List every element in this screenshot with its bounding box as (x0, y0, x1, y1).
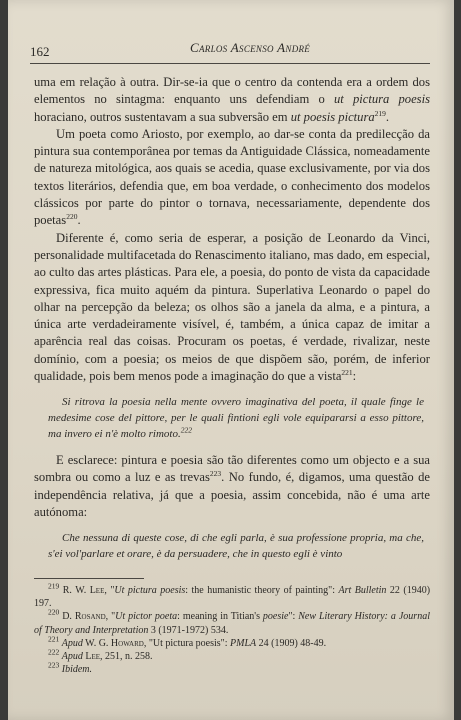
footnote-author: Howard (110, 637, 144, 649)
footnote-ref-221[interactable]: 221 (341, 367, 353, 377)
footnote-number: 223 (48, 660, 60, 670)
paragraph-1-italic-2: ut poesis pictura (290, 109, 375, 124)
footnote-text: : the humanistic theory of painting": (185, 585, 339, 596)
paragraph-3-text: Diferente é, como seria de esperar, a posição de Leonardo da Vinci, personalidade multifacetada do Renascimento italiano, mas dado, em especial, ao culto das artes plásticas. Para ele, a poesia, do ponto de vista da capacidade expressiva, fica muito aquém da pintura. Superlativa Leonardo o papel do olhar na percepção da beleza; os olhos são a janela da alma, e a pintura, a única arte verdadeiramente visível, é, também, a única capaz de imitar a aparência real das coisas. Procuram os poetas, é verdade, rivalizar, neste domínio, com a poesia; os meios de que dispõem são, porém, de inferior qualidade, pois bem menos pode a imaginação do que a vista (34, 230, 430, 384)
footnote-text: , "Ut pictura poesis": (143, 637, 231, 649)
block-quote-2-text: Che nessuna di queste cose, di che egli parla, è sua professione propria, ma che, s'ei vol'parlare et orare, è da persuadere, che in questo egli è vinto (48, 532, 424, 560)
block-quote-1-text: Si ritrova la poesia nella mente ovvero imaginativa del poeta, il quale finge le medesime cose del pittore, per le quali fintioni egli vole equipararsi a esso pittore, ma invero ei n'è molto rimoto. (48, 396, 424, 440)
footnote-text: 22 (1940) 197. (34, 585, 431, 610)
footnote-number: 221 (48, 634, 60, 644)
paragraph-1-text-b: horaciano, outros sustentavam a sua subversão em (34, 109, 291, 124)
footnote-text: 24 (1909) 48-49. (256, 637, 327, 649)
footnote-apud: Apud (61, 637, 83, 649)
footnote-number: 220 (48, 608, 60, 618)
paragraph-4 (34, 452, 430, 521)
footnote-author: Lee (82, 651, 101, 663)
paragraph-2: Um poeta como Ariosto, por exemplo, ao dar-se conta da predilecção da pintura sua contemporânea por temas da Antiguidade Clássica, nomeadamente de natureza mitológica, aos quais se acedia, quase exclusivamente, por via dos textos literários, defendia que, em boa verdade, o conhecimento dos modelos clássicos por parte do pintor o tornava, necessariamente, dependente dos poetas$^{220}$. (34, 126, 430, 228)
paragraph-1: uma em relação à outra. Dir-se-ia que o centro da contenda era a ordem dos elementos no sintagma: enquanto uns defendiam o ut pictura poesis horaciano, outros sustentavam a sua subversão em ut poesis pictura$^{219}$. (34, 75, 430, 124)
footnote-author: R. W. Lee (62, 585, 105, 596)
footnote-title: Ut pictura poesis (114, 585, 186, 596)
footnote-221 (34, 634, 430, 650)
footnote-author: D. Rosand (62, 611, 106, 623)
footnote-ref-222[interactable]: 222 (180, 424, 192, 434)
footnote-text: 3 (1971-1972) 534. (148, 624, 229, 636)
running-head-author: Carlos Ascenso André (190, 40, 311, 55)
header-rule (30, 63, 430, 64)
footnote-title: Ut pictor poeta (115, 611, 178, 623)
footnote-222 (34, 647, 430, 663)
paragraph-1-italic-1: ut pictura poesis (333, 92, 430, 107)
paragraph-4-text: E esclarece: pintura e poesia são tão diferentes como um objecto e a sua sombra ou como a luz e as trevas (34, 453, 430, 485)
footnote-text: , 251, n. 258. (100, 651, 153, 663)
footnote-text: W. G. (82, 637, 111, 649)
footnote-journal: New Literary History: a Journal of Theory and Interpretation (34, 611, 430, 636)
running-header (30, 40, 430, 62)
paragraph-4-text-b: . No fundo, é, digamos, uma questão de independência relativa, já que a poesia, assim concebida, não é uma arte autónoma: (34, 470, 430, 520)
footnote-ibidem: Ibidem. (61, 664, 93, 676)
footnote-number: 222 (48, 647, 60, 657)
footnote-apud: Apud (61, 651, 83, 663)
paragraph-2-text: Um poeta como Ariosto, por exemplo, ao dar-se conta da predilecção da pintura sua contemporânea por temas da Antiguidade Clássica, nomeadamente de natureza mitológica, aos quais se acedia, quase exclusivamente, por via dos textos literários, defendia que, em boa verdade, o conhecimento dos modelos clássicos por parte do pintor o tornava, necessariamente, dependente dos poetas (34, 126, 430, 228)
footnote-text: : meaning in Titian's (177, 611, 263, 623)
paragraph-1-text: uma em relação à outra. Dir-se-ia que o centro da contenda era a ordem dos elementos no sintagma: enquanto uns defendiam o (34, 75, 430, 107)
footnotes (34, 581, 431, 676)
footnote-ref-220[interactable]: 220 (66, 212, 78, 222)
footnote-journal: Art Bulletin (338, 585, 387, 596)
footnote-text: , " (105, 611, 116, 623)
main-text (34, 74, 430, 573)
footnote-ref-223[interactable]: 223 (209, 469, 222, 479)
footnote-223 (34, 660, 430, 676)
footnote-number: 219 (48, 581, 60, 591)
footnote-220 (34, 610, 430, 636)
footnote-rule (34, 578, 144, 579)
page-number: 162 (30, 44, 50, 59)
paragraph-3: Diferente é, como seria de esperar, a posição de Leonardo da Vinci, personalidade multifacetada do Renascimento italiano, mas dado, em especial, ao culto das artes plásticas. Para ele, a poesia, do ponto de vista da capacidade expressiva, fica muito aquém da pintura. Superlativa Leonardo o papel do olhar na percepção da beleza; os olhos são a janela da alma, e a pintura, a única arte verdadeiramente visível, é, também, a única capaz de imitar a aparência real das coisas. Procuram os poetas, é verdade, rivalizar, neste domínio, com a poesia; os meios de que dispõem são, porém, de inferior qualidade, pois bem menos pode a imaginação do que a vista$^{221}$: (34, 230, 430, 384)
footnote-text: ": (288, 611, 299, 623)
book-page (8, 0, 454, 720)
footnote-journal: PMLA (230, 637, 257, 649)
footnote-text: , " (104, 585, 115, 596)
footnote-ref-219[interactable]: 219 (374, 108, 386, 118)
block-quote-1 (48, 395, 424, 442)
block-quote-2 (48, 531, 424, 562)
footnote-title: poesie (262, 611, 289, 623)
footnote-219 (34, 581, 431, 610)
